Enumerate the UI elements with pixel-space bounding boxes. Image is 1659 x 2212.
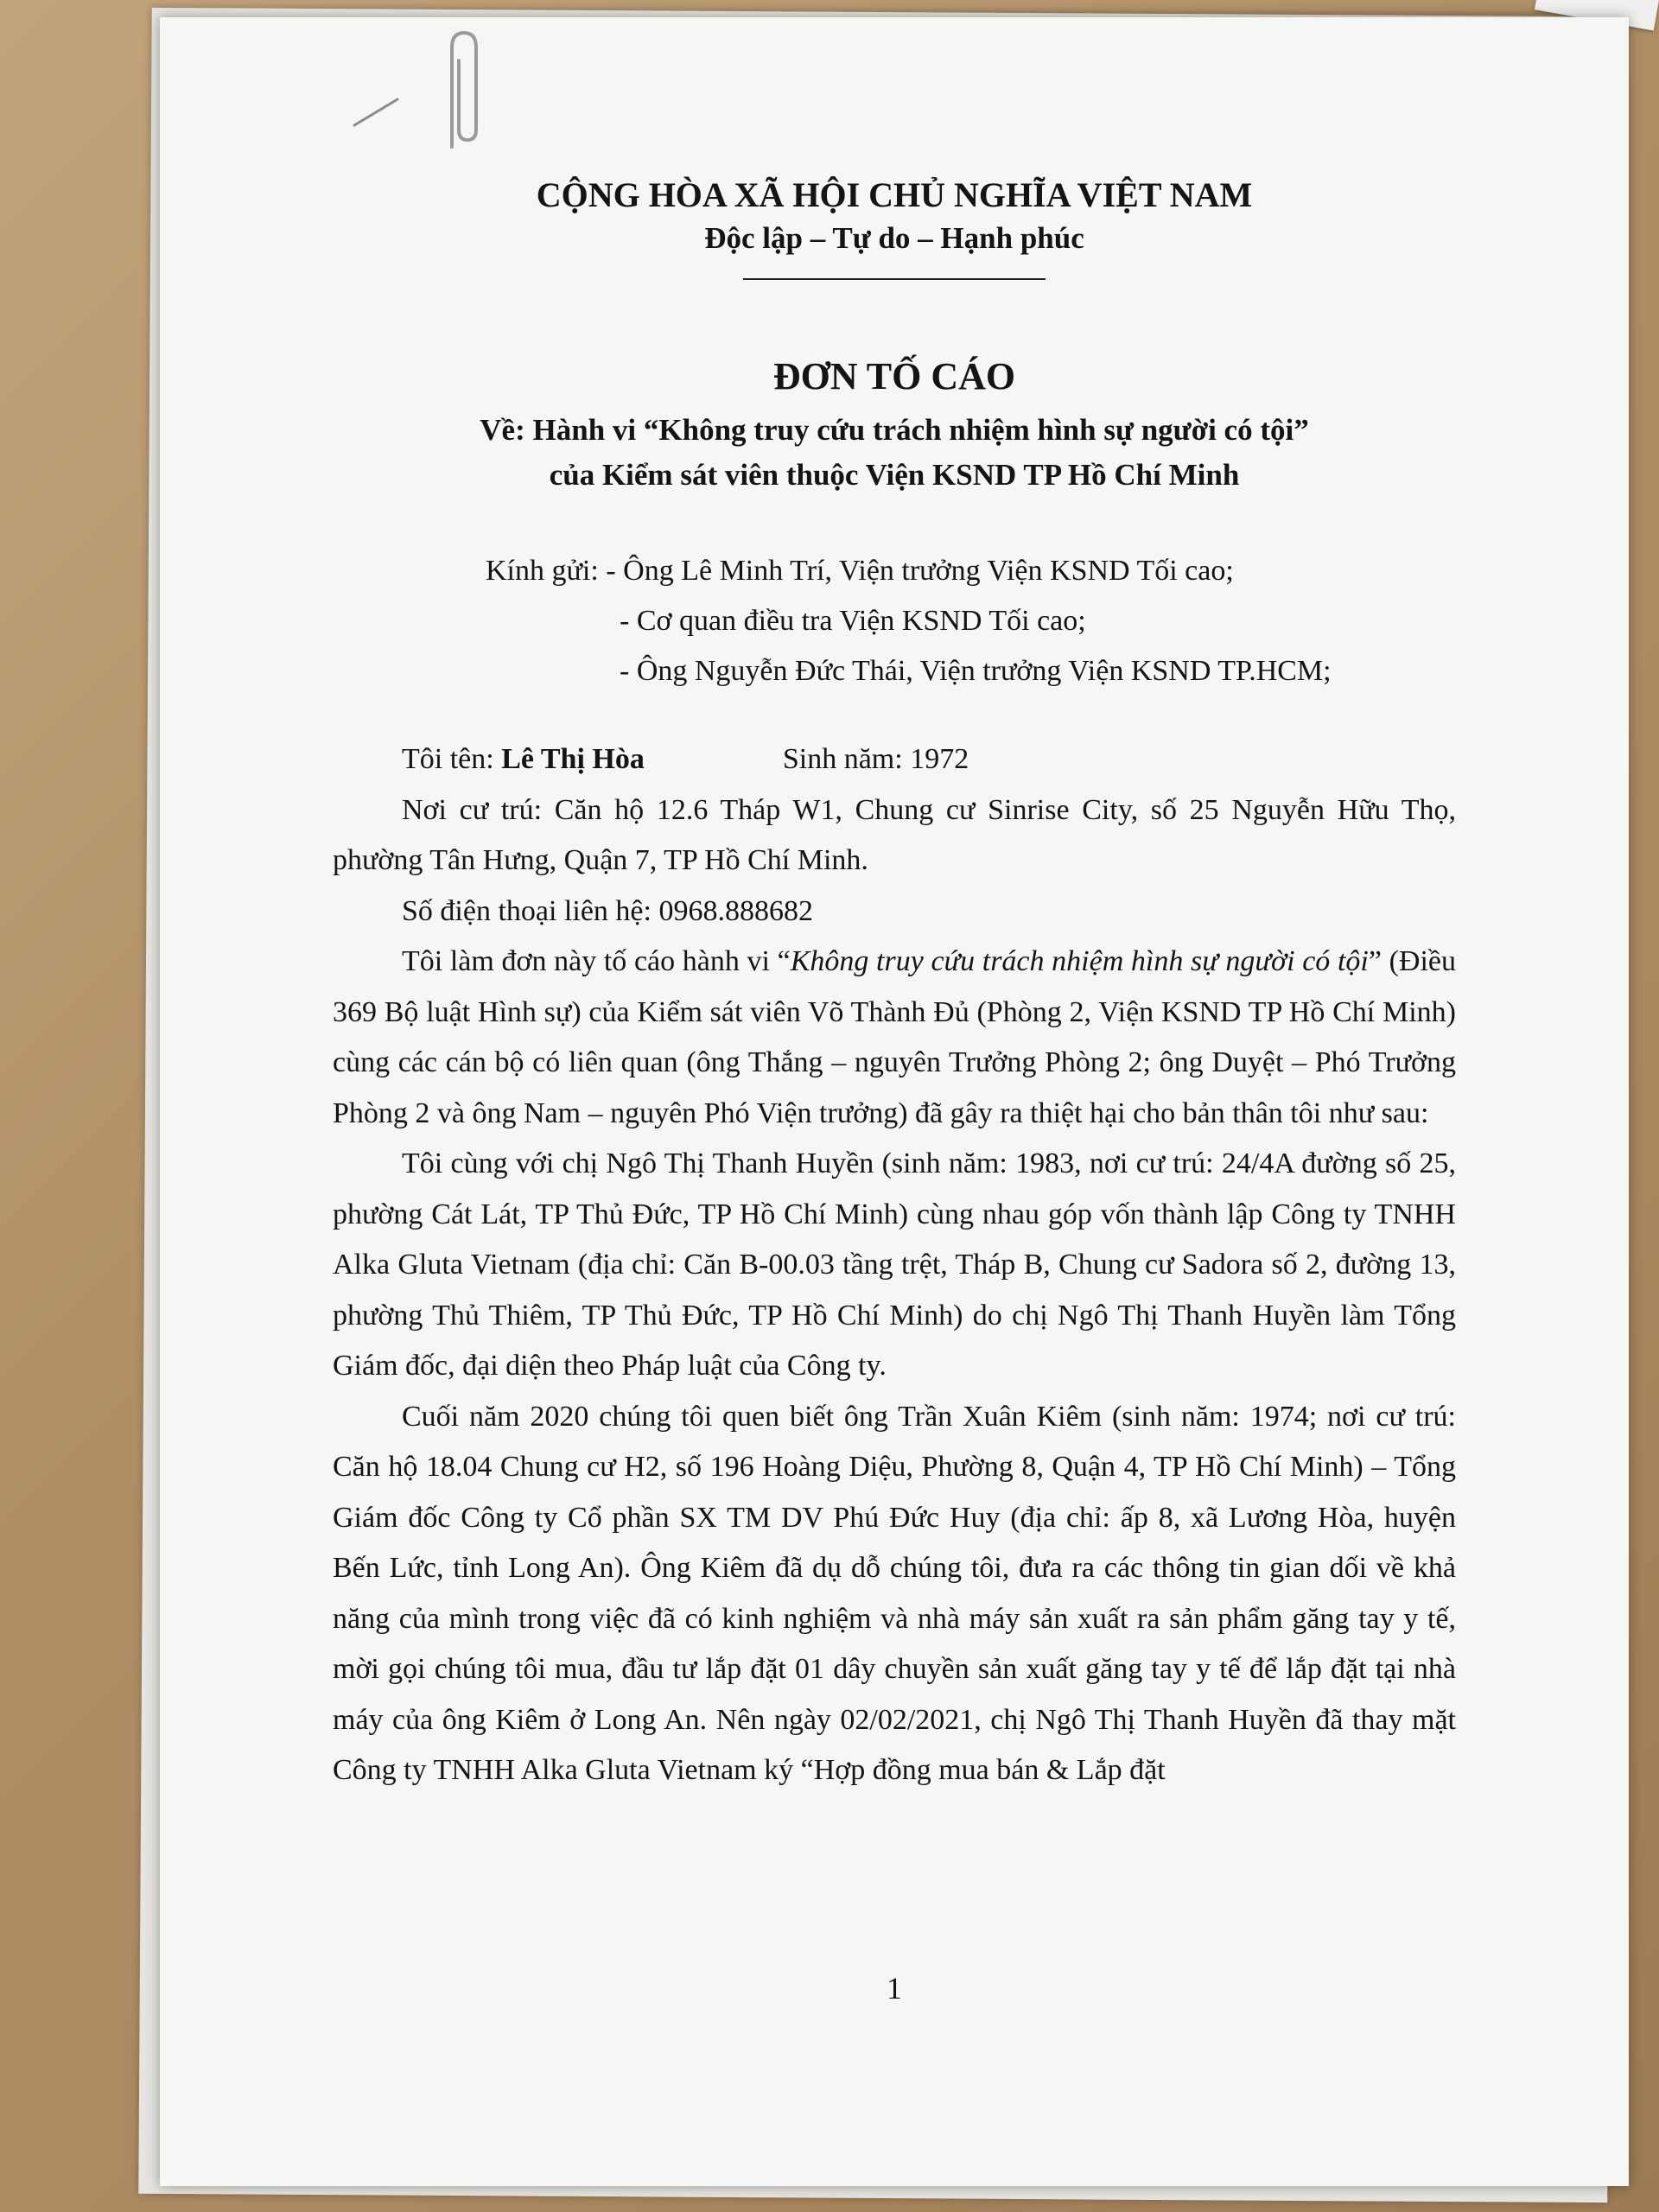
subject-line-1 [160, 413, 1629, 448]
paragraph-1-start: Tôi làm đơn này tố cáo hành vi “ [402, 945, 791, 977]
applicant-address: Nơi cư trú: Căn hộ 12.6 Tháp W1, Chung cư Sinrise City, số 25 Nguyễn Hữu Thọ, phường Tân Hưng, Quận 7, TP Hồ Chí Minh. [333, 793, 1456, 876]
birth-label: Sinh năm: [782, 743, 903, 775]
recipients-label: Kính gửi: [486, 555, 599, 587]
subject-text-1: Hành vi “Không truy cứu trách nhiệm hình sự người có tội” [532, 413, 1309, 447]
paragraph-3: Cuối năm 2020 chúng tôi quen biết ông Trần Xuân Kiêm (sinh năm: 1974; nơi cư trú: Căn hộ 18.04 Chung cư H2, số 196 Hoàng Diệu, Phường 8, Quận 4, TP Hồ Chí Minh) – Tổng Giám đốc Công ty Cổ phần SX TM DV Phú Đức Huy (địa chỉ: ấp 8, xã Lương Hòa, huyện Bến Lức, tỉnh Long An). Ông Kiêm đã dụ dỗ chúng tôi, đưa ra các thông tin gian dối về khả năng của mình trong việc đã có kinh nghiệm và nhà máy sản xuất ra sản phẩm găng tay y tế, mời gọi chúng tôi mua, đầu tư lắp đặt 01 dây chuyền sản xuất găng tay y tế để lắp đặt tại nhà máy của ông Kiêm ở Long An. Nên ngày 02/02/2021, chị Ngô Thị Thanh Huyền đã thay mặt Công ty TNHH Alka Gluta Vietnam ký “Hợp đồng mua bán & Lắp đặt [333, 1400, 1456, 1786]
nation-heading: CỘNG HÒA XÃ HỘI CHỦ NGHĨA VIỆT NAM [536, 175, 1253, 214]
heading-underline [743, 278, 1046, 280]
recipient-1-text: - Ông Lê Minh Trí, Viện trưởng Viện KSND Tối cao; [606, 555, 1234, 587]
paragraph-1-italic: Không truy cứu trách nhiệm hình sự người có tội [790, 945, 1369, 977]
staple-pin-icon [350, 95, 402, 130]
motto-heading: Độc lập – Tự do – Hạnh phúc [704, 221, 1084, 255]
applicant-name-line [333, 734, 1456, 785]
recipient-1 [486, 546, 1332, 596]
paragraph-1-end: ” (Điều 369 Bộ luật Hình sự) của Kiểm sát viên Võ Thành Đủ (Phòng 2, Viện KSND TP Hồ Chí Minh) cùng các cán bộ có liên quan (ông Thắng – nguyên Trưởng Phòng 2; ông Duyệt – Phó Trưởng Phòng 2 và ông Nam – nguyên Phó Viện trưởng) đã gây ra thiệt hại cho bản thân tôi như sau: [333, 945, 1456, 1129]
paragraph-1 [333, 937, 1456, 1139]
paragraph-2: Tôi cùng với chị Ngô Thị Thanh Huyền (sinh năm: 1983, nơi cư trú: 24/4A đường số 25, phường Cát Lát, TP Thủ Đức, TP Hồ Chí Minh) cùng nhau góp vốn thành lập Công ty TNHH Alka Gluta Vietnam (địa chỉ: Căn B-00.03 tầng trệt, Tháp B, Chung cư Sadora số 2, đường 13, phường Thủ Thiêm, TP Thủ Đức, TP Hồ Chí Minh) do chị Ngô Thị Thanh Huyền làm Tổng Giám đốc, đại diện theo Pháp luật của Công ty. [333, 1147, 1456, 1382]
document-title: ĐƠN TỐ CÁO [772, 355, 1016, 397]
applicant-phone: Số điện thoại liên hệ: 0968.888682 [402, 894, 813, 927]
page-number: 1 [887, 1971, 902, 2005]
document-body [333, 734, 1456, 1796]
subject-prefix: Về: [480, 413, 525, 447]
recipient-3: - Ông Nguyễn Đức Thái, Viện trưởng Viện KSND TP.HCM; [620, 655, 1332, 687]
birth-year: 1972 [910, 743, 969, 775]
applicant-name: Lê Thị Hòa [501, 743, 645, 775]
recipients-block [486, 546, 1332, 696]
recipient-2: - Cơ quan điều tra Viện KSND Tối cao; [620, 605, 1086, 637]
subject-line-2: của Kiểm sát viên thuộc Viện KSND TP Hồ Chí Minh [549, 458, 1240, 492]
paperclip-icon [436, 26, 488, 156]
document-page [160, 17, 1629, 2186]
name-label: Tôi tên: [402, 743, 494, 775]
